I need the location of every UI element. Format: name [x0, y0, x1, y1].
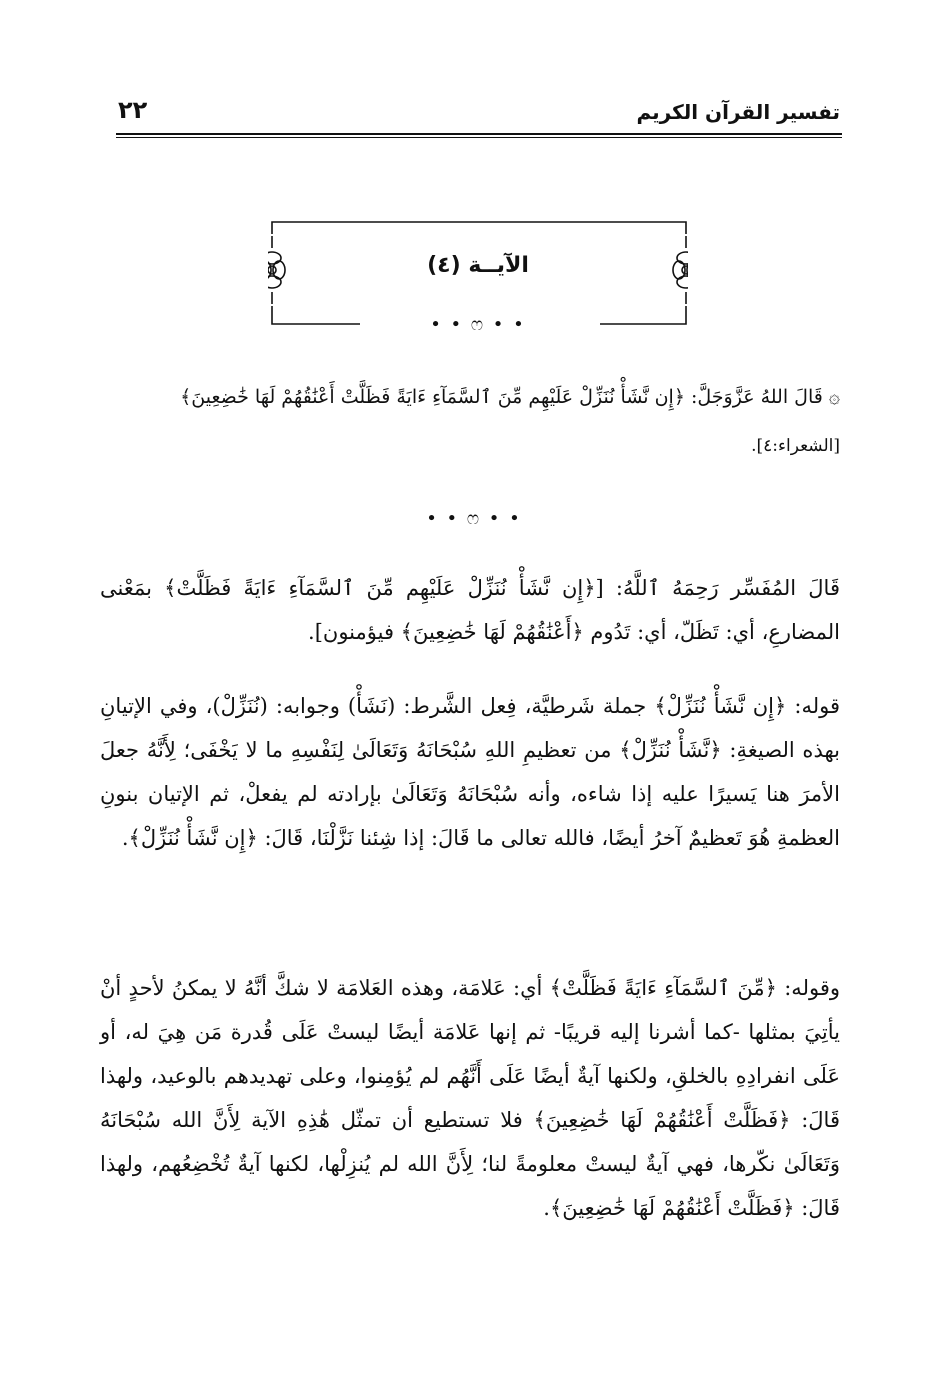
paragraph-1: قَالَ المُفَسِّر رَحِمَهُ ٱللَّهُ: [﴿إِن نَّشَأْ نُنَزِّلْ عَلَيْهِم مِّنَ ٱلسَّمَآءِ ءَايَةً فَظَلَّتْ﴾ بمَعْنى المضارعِ، أي: تَظَلّ، أي: تَدُوم ﴿أَعْنَٰقُهُمْ لَهَا خَٰضِعِينَ﴾ فيؤمنون]. [100, 576, 840, 644]
verse-reference: [الشعراء:٤]. [751, 436, 840, 456]
section-frame [268, 218, 688, 335]
paragraph-3: وقوله: ﴿مِّنَ ٱلسَّمَآءِ ءَايَةً فَظَلَّتْ﴾ أي: عَلامَة، وهذه العَلامَة لا شكَّ أنَّهُ لا يمكنُ لأحدٍ أنْ يأتِيَ بمثلها -كما أشرنا إليه قريبًا- ثم إنها عَلامَة أيضًا ليستْ عَلَى قُدرة مَن هِيَ له، أو عَلَى انفرادِهِ بالخلقِ، ولكنها آيةٌ أيضًا عَلَى أَنَّهُم لم يُؤمِنوا، وعلى تهديدهم بالوعيد، ولهذا قَالَ: ﴿فَظَلَّتْ أَعْنَٰقُهُمْ لَهَا خَٰضِعِينَ﴾ فلا تستطيع أن تمثّل هَٰذِهِ الآية لِأَنَّ الله سُبْحَانَهُ وَتَعَالَىٰ نكّرها، فهي آيةٌ ليستْ معلومةً لنا؛ لِأَنَّ الله لم يُنزِلْها، لكنها آيةٌ تُخْضِعُهم، ولهذا قَالَ: ﴿فَظَلَّتْ أَعْنَٰقُهُمْ لَهَا خَٰضِعِينَ﴾. [100, 976, 840, 1220]
verse-text: ۞ قَالَ اللهُ عَزَّوَجَلَّ: ﴿إِن نَّشَأْ نُنَزِّلْ عَلَيْهِم مِّنَ ٱلسَّمَآءِ ءَايَةً فَظَلَّتْ أَعْنَٰقُهُمْ لَهَا خَٰضِعِينَ﴾ [180, 386, 840, 408]
paragraph-2: قوله: ﴿إِن نَّشَأْ نُنَزِّلْ﴾ جملة شَرطيَّة، فِعل الشَّرط: (نَشَأْ) وجوابه: (نُنَزِّلْ)، وفي الإتيانِ بهذه الصيغةِ: ﴿نَّشَأْ نُنَزِّلْ﴾ من تعظيمِ اللهِ سُبْحَانَهُ وَتَعَالَىٰ لِنَفْسِهِ ما لا يَخْفَى؛ لِأَنَّهُ جعلَ الأمرَ هنا يَسيرًا عليه إذا شاءه، وأنه سُبْحَانَهُ وَتَعَالَىٰ بإرادته لم يفعلْ، ثم الإتيان بنونِ العظمةِ هُوَ تَعظيمٌ آخرُ أيضًا، فالله تعالى ما قَالَ: إذا شِئنا نَزَّلْنَا، قَالَ: ﴿إِن نَّشَأْ نُنَزِّلْ﴾. [100, 694, 840, 850]
section-title: الآيــة (٤) [427, 253, 529, 278]
book-title: تفسير القرآن الكريم [636, 100, 840, 124]
page-number: ٢٢ [118, 96, 148, 124]
header-rule-thin [116, 137, 842, 138]
page-header [118, 96, 840, 134]
section-divider: • • ෆ • • [430, 314, 526, 335]
header-rule [116, 133, 842, 135]
divider-ornament: • • ෆ • • [426, 508, 522, 529]
